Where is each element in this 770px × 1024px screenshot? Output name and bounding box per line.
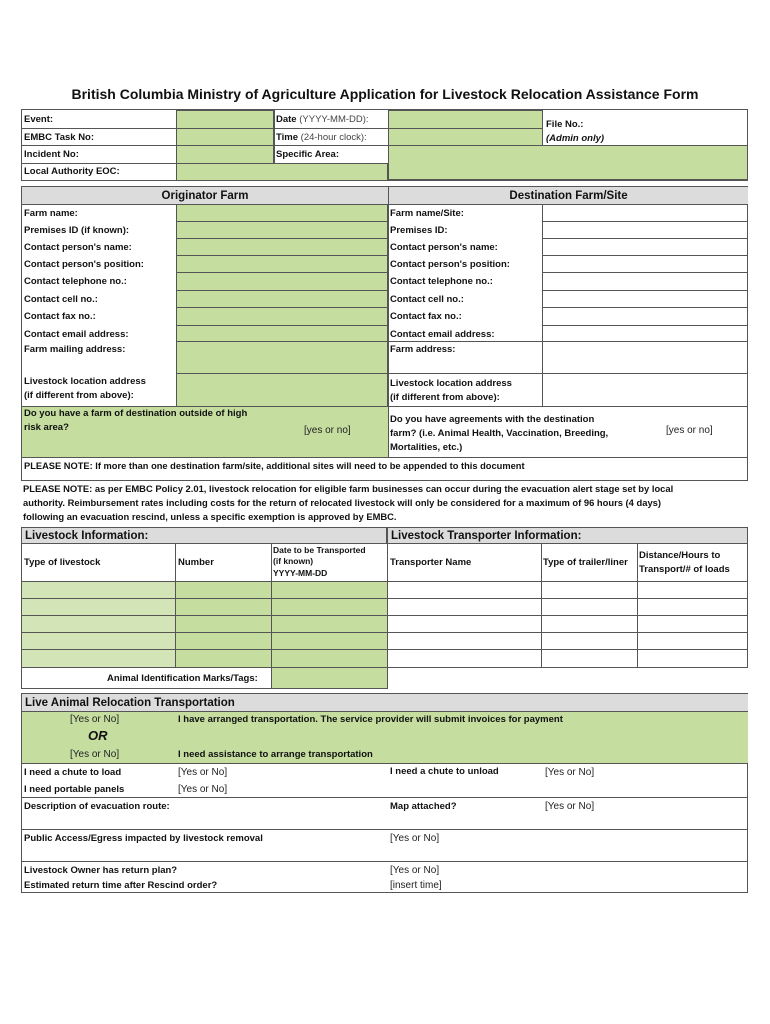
livestock-type-row-5[interactable] [21,649,176,668]
dest-fax-field[interactable] [542,307,748,326]
arranged-yes-no[interactable]: [Yes or No] [70,714,120,725]
public-access-value[interactable]: [Yes or No] [390,833,440,844]
col-type-label: Type of livestock [24,557,101,568]
date-label: Date (YYYY-MM-DD): [276,114,369,125]
dest-address-field[interactable] [542,341,748,374]
livestock-date-row-5[interactable] [271,649,388,668]
dest-fax-label: Contact fax no.: [390,311,462,322]
destination-heading: Destination Farm/Site [388,187,748,204]
distance-row-3[interactable] [637,615,748,633]
header-block [21,109,748,181]
dest-location-label-1: Livestock location address [390,378,512,389]
orig-contact-position-field[interactable] [176,255,388,273]
embc-task-label: EMBC Task No: [24,132,95,143]
trailer-row-5[interactable] [541,649,638,668]
orig-farm-name-field[interactable] [176,204,388,222]
orig-question-line1: Do you have a farm of destination outside of high [24,408,248,419]
transporter-heading: Livestock Transporter Information: [387,527,748,544]
dest-farm-name-label: Farm name/Site: [390,208,464,219]
incident-field[interactable] [176,145,274,164]
policy-line-3: following an evacuation rescind, unless a specific exemption is approved by EMBC. [23,511,397,523]
route-label: Description of evacuation route: [24,801,170,812]
return-time-label: Estimated return time after Rescind order? [24,880,218,891]
orig-location-label-1: Livestock location address [24,376,146,387]
dest-cell-label: Contact cell no.: [390,294,464,305]
form-title: British Columbia Ministry of Agriculture Application for Livestock Relocation Assistance Form [71,86,699,102]
distance-row-5[interactable] [637,649,748,668]
dest-premises-label: Premises ID: [390,225,448,236]
orig-mailing-field[interactable] [176,341,388,374]
time-field[interactable] [388,128,543,146]
orig-location-field[interactable] [176,373,388,407]
event-label: Event: [24,114,54,125]
orig-location-label-2: (if different from above): [24,390,134,401]
livestock-type-row-4[interactable] [21,632,176,650]
orig-question-answer[interactable]: [yes or no] [304,425,351,436]
orig-cell-field[interactable] [176,290,388,308]
dest-question-line1: Do you have agreements with the destination [390,414,595,425]
trailer-row-4[interactable] [541,632,638,650]
transporter-name-row-1[interactable] [387,581,542,599]
dest-email-label: Contact email address: [390,329,495,340]
distance-row-4[interactable] [637,632,748,650]
col-date-label: Date to be Transported (if known) YYYY-MM-DD [273,545,366,578]
distance-row-1[interactable] [637,581,748,599]
local-eoc-field[interactable] [176,163,388,181]
col-transporter-name-label: Transporter Name [390,557,472,568]
return-time-value[interactable]: [insert time] [390,880,442,891]
dest-cell-field[interactable] [542,290,748,308]
livestock-date-row-1[interactable] [271,581,388,599]
chute-unload-label: I need a chute to unload [390,766,499,777]
time-label: Time (24-hour clock): [276,132,367,143]
map-value[interactable]: [Yes or No] [545,801,595,812]
orig-farm-name-label: Farm name: [24,208,78,219]
return-plan-value[interactable]: [Yes or No] [390,865,440,876]
policy-line-2: authority. Reimbursement rates including costs for the return of relocated livestock will only be considered for a maximum of 96 hours (4 days) [23,497,661,509]
dest-location-label-2: (if different from above): [390,392,500,403]
livestock-number-row-5[interactable] [175,649,272,668]
col-distance-label: Distance/Hours to Transport/# of loads [639,550,730,575]
dest-question-line2: farm? (i.e. Animal Health, Vaccination, Breeding, [390,428,609,439]
col-trailer-label: Type of trailer/liner [543,557,628,568]
embc-task-field[interactable] [176,128,274,146]
panels-label: I need portable panels [24,784,125,795]
livestock-number-row-2[interactable] [175,598,272,616]
assist-text: I need assistance to arrange transportation [178,749,373,760]
policy-line-1: PLEASE NOTE: as per EMBC Policy 2.01, livestock relocation for eligible farm businesses can occur during the evacuation alert stage set by local [23,483,674,494]
orig-email-label: Contact email address: [24,329,129,340]
distance-row-2[interactable] [637,598,748,616]
livestock-date-row-4[interactable] [271,632,388,650]
event-field[interactable] [176,110,274,129]
marks-label: Animal Identification Marks/Tags: [107,673,258,684]
dest-question-line3: Mortalities, etc.) [390,442,463,453]
transporter-name-row-5[interactable] [387,649,542,668]
trailer-row-3[interactable] [541,615,638,633]
transporter-name-row-2[interactable] [387,598,542,616]
dest-telephone-field[interactable] [542,272,748,291]
assist-yes-no[interactable]: [Yes or No] [70,749,120,760]
or-label: OR [88,728,108,743]
dest-location-field[interactable] [542,373,748,407]
arranged-text: I have arranged transportation. The service provider will submit invoices for payment [178,714,563,725]
admin-only-label: (Admin only) [546,133,605,144]
livestock-number-row-4[interactable] [175,632,272,650]
please-note-multiple-sites: PLEASE NOTE: If more than one destination farm/site, additional sites will need to be appended to this document [24,461,525,471]
livestock-type-row-3[interactable] [21,615,176,633]
orig-cell-label: Contact cell no.: [24,294,98,305]
farm-section [21,186,748,481]
orig-premises-field[interactable] [176,221,388,239]
trailer-row-2[interactable] [541,598,638,616]
public-access-label: Public Access/Egress impacted by livestock removal [24,833,263,844]
dest-farm-name-field[interactable] [542,204,748,222]
relocation-section [21,693,748,893]
marks-field[interactable] [271,667,388,689]
relocation-heading: Live Animal Relocation Transportation [22,694,748,711]
specific-area-field[interactable] [388,145,748,180]
chute-load-value[interactable]: [Yes or No] [178,767,228,778]
dest-contact-position-field[interactable] [542,255,748,273]
dest-contact-position-label: Contact person's position: [390,259,510,270]
specific-area-label: Specific Area: [276,149,340,160]
return-plan-label: Livestock Owner has return plan? [24,865,178,876]
please-note-policy [23,482,749,524]
livestock-number-row-1[interactable] [175,581,272,599]
livestock-type-row-2[interactable] [21,598,176,616]
orig-contact-name-field[interactable] [176,238,388,256]
transporter-name-row-3[interactable] [387,615,542,633]
orig-premises-label: Premises ID (if known): [24,225,130,236]
orig-telephone-field[interactable] [176,272,388,291]
orig-fax-field[interactable] [176,307,388,326]
date-field[interactable] [388,110,543,129]
dest-email-field[interactable] [542,325,748,342]
orig-fax-label: Contact fax no.: [24,311,96,322]
livestock-date-row-3[interactable] [271,615,388,633]
chute-unload-value[interactable]: [Yes or No] [545,767,595,778]
chute-load-label: I need a chute to load [24,767,122,778]
col-number-label: Number [178,557,214,568]
dest-contact-name-label: Contact person's name: [390,242,498,253]
dest-question-answer[interactable]: [yes or no] [666,425,713,436]
orig-contact-name-label: Contact person's name: [24,242,132,253]
dest-address-label: Farm address: [390,344,456,355]
orig-contact-position-label: Contact person's position: [24,259,144,270]
livestock-number-row-3[interactable] [175,615,272,633]
orig-email-field[interactable] [176,325,388,342]
dest-telephone-label: Contact telephone no.: [390,276,493,287]
trailer-row-1[interactable] [541,581,638,599]
livestock-type-row-1[interactable] [21,581,176,599]
dest-premises-field[interactable] [542,221,748,239]
map-label: Map attached? [390,801,457,812]
livestock-date-row-2[interactable] [271,598,388,616]
originator-heading: Originator Farm [22,187,388,204]
orig-telephone-label: Contact telephone no.: [24,276,127,287]
orig-question-line2: risk area? [24,422,69,433]
incident-label: Incident No: [24,149,79,160]
transporter-name-row-4[interactable] [387,632,542,650]
panels-value[interactable]: [Yes or No] [178,784,228,795]
local-eoc-label: Local Authority EOC: [24,166,120,177]
orig-mailing-label: Farm mailing address: [24,344,126,355]
dest-contact-name-field[interactable] [542,238,748,256]
livestock-section [21,527,748,690]
file-no-label: File No.: [546,119,584,130]
livestock-heading: Livestock Information: [21,527,387,544]
